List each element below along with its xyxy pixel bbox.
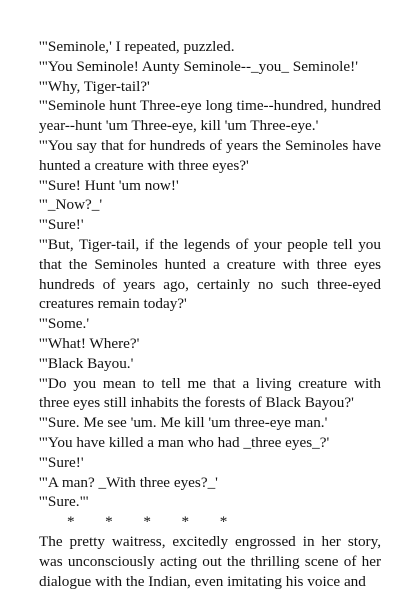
dialogue-line: '"Some.' xyxy=(39,315,90,333)
dialogue-line: '"Why, Tiger-tail?' xyxy=(39,77,150,95)
dialogue-line: '"Seminole,' I repeated, puzzled. xyxy=(39,38,235,55)
dialogue-line: '"You have killed a man who had _three eyes_?' xyxy=(39,433,330,451)
dialogue-line: '"A man? _With three eyes?_' xyxy=(39,473,218,491)
book-page xyxy=(39,37,381,591)
dialogue-line: '"Sure."' xyxy=(39,493,89,511)
dialogue-line: '"What! Where?' xyxy=(39,334,140,352)
closing-paragraph: The pretty waitress, excitedly engrossed in her story, was unconsciously acting out the thrilling scene of her dialogue with the Indian, even imitating his voice and xyxy=(39,532,381,590)
dialogue-line: '"Sure!' xyxy=(39,216,84,234)
dialogue-paragraph: '"Seminole hunt Three-eye long time--hundred, hundred year--hunt 'um Three-eye, kill 'um Three-eye.' xyxy=(39,97,381,135)
dialogue-line: '"Sure!' xyxy=(39,453,84,471)
dialogue-paragraph: '"But, Tiger-tail, if the legends of your people tell you that the Seminoles hunted a creature with three eyes hundreds of years ago, certainly no such three-eyed creatures remain today?' xyxy=(39,235,381,313)
dialogue-line: '"Black Bayou.' xyxy=(39,354,134,372)
dialogue-line: '"Sure! Hunt 'um now!' xyxy=(39,176,179,194)
dialogue-line: '"You Seminole! Aunty Seminole--_you_ Seminole!' xyxy=(39,57,358,75)
dialogue-line: '"Sure. Me see 'um. Me kill 'um three-eye man.' xyxy=(39,414,328,432)
dialogue-paragraph: '"Do you mean to tell me that a living creature with three eyes still inhabits the forests of Black Bayou?' xyxy=(39,374,381,412)
dialogue-paragraph: '"You say that for hundreds of years the Seminoles have hunted a creature with three eyes?' xyxy=(39,136,381,174)
dialogue-line: '"_Now?_' xyxy=(39,196,103,214)
section-separator: * * * * * xyxy=(67,513,228,531)
